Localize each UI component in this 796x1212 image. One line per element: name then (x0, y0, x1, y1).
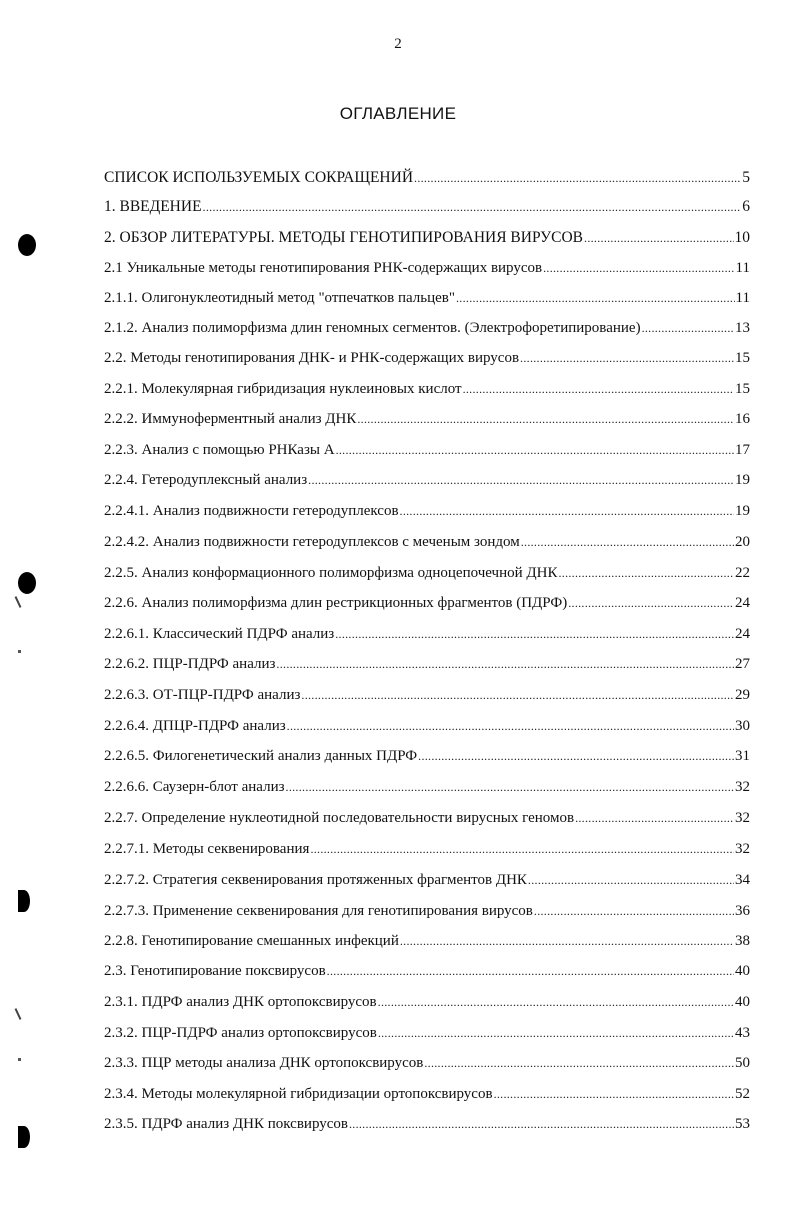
toc-entry-page: 24 (735, 595, 750, 611)
toc-entry-page: 19 (735, 503, 750, 519)
toc-entry[interactable] (104, 622, 750, 646)
toc-entry[interactable] (104, 530, 750, 554)
toc-entry[interactable] (104, 195, 750, 219)
toc-entry-label: 2. ОБЗОР ЛИТЕРАТУРЫ. МЕТОДЫ ГЕНОТИПИРОВАНИЯ ВИРУСОВ (104, 229, 584, 246)
leader-dots (336, 438, 734, 462)
toc-entry-label: 2.2.6.5. Филогенетический анализ данных ПДРФ (104, 748, 418, 764)
toc-entry-label: 2.3. Генотипирование поксвирусов (104, 963, 326, 979)
toc-entry[interactable] (104, 1021, 750, 1045)
leader-dots (301, 683, 734, 707)
toc-entry-label: 2.2.3. Анализ с помощью РНКазы А (104, 442, 335, 458)
toc-entry[interactable] (104, 929, 750, 953)
page-title: ОГЛАВЛЕНИЕ (339, 104, 457, 123)
toc-entry[interactable] (104, 714, 750, 738)
leader-dots (414, 166, 741, 190)
scan-mark (18, 650, 21, 653)
leader-dots (642, 316, 734, 340)
toc-entry[interactable] (104, 1082, 750, 1106)
leader-dots (520, 346, 734, 370)
toc-entry[interactable] (104, 316, 750, 340)
binding-hole (18, 890, 30, 912)
toc-entry-label: 2.2.5. Анализ конформационного полиморфизма одноцепочечной ДНК (104, 565, 558, 581)
toc-entry-page: 11 (735, 260, 750, 276)
toc-entry-page: 13 (735, 320, 750, 336)
toc-entry[interactable] (104, 837, 750, 861)
toc-entry[interactable] (104, 899, 750, 923)
toc-entry[interactable] (104, 806, 750, 830)
table-of-contents (104, 0, 750, 1212)
toc-entry[interactable] (104, 1051, 750, 1075)
toc-entry[interactable] (104, 959, 750, 983)
scan-mark (15, 1008, 22, 1020)
toc-entry-page: 15 (735, 350, 750, 366)
leader-dots (308, 468, 734, 492)
toc-entry-label: 2.2.6.6. Саузерн-блот анализ (104, 779, 285, 795)
toc-entry-page: 16 (735, 411, 750, 427)
leader-dots (424, 1051, 734, 1075)
toc-entry[interactable] (104, 775, 750, 799)
toc-entry[interactable] (104, 286, 750, 310)
toc-entry[interactable] (104, 683, 750, 707)
leader-dots (418, 744, 734, 768)
toc-entry-label: 2.2.7.1. Методы секвенирования (104, 841, 310, 857)
toc-entry[interactable] (104, 346, 750, 370)
toc-entry-label: СПИСОК ИСПОЛЬЗУЕМЫХ СОКРАЩЕНИЙ (104, 169, 414, 186)
toc-entry-label: 2.1 Уникальные методы генотипирования РНК-содержащих вирусов (104, 260, 543, 276)
toc-entry[interactable] (104, 591, 750, 615)
toc-entry-label: 2.2.7. Определение нуклеотидной последовательности вирусных геномов (104, 810, 575, 826)
leader-dots (349, 1112, 734, 1136)
toc-entry-page: 17 (735, 442, 750, 458)
leader-dots (568, 591, 734, 615)
leader-dots (456, 286, 735, 310)
binding-hole (18, 234, 36, 256)
toc-entry-page: 32 (735, 810, 750, 826)
scan-mark (15, 596, 22, 608)
leader-dots (558, 561, 734, 585)
toc-entry-label: 2.2.2. Иммуноферментный анализ ДНК (104, 411, 357, 427)
leader-dots (584, 226, 733, 250)
leader-dots (521, 530, 734, 554)
leader-dots (575, 806, 734, 830)
toc-entry-page: 50 (735, 1055, 750, 1071)
toc-entry[interactable] (104, 499, 750, 523)
toc-entry[interactable] (104, 166, 750, 190)
toc-entry-label: 2.2.1. Молекулярная гибридизация нуклеиновых кислот (104, 381, 462, 397)
leader-dots (400, 929, 734, 953)
toc-entry[interactable] (104, 407, 750, 431)
toc-entry-page: 27 (735, 656, 750, 672)
toc-entry-label: 2.2.6.2. ПЦР-ПДРФ анализ (104, 656, 276, 672)
leader-dots (357, 407, 734, 431)
toc-entry-page: 24 (735, 626, 750, 642)
toc-entry-page: 10 (734, 229, 750, 246)
toc-entry-label: 2.1.1. Олигонуклеотидный метод "отпечатков пальцев" (104, 290, 455, 306)
toc-entry-page: 38 (735, 933, 750, 949)
toc-entry-label: 2.2.4.1. Анализ подвижности гетеродуплексов (104, 503, 399, 519)
leader-dots (378, 990, 734, 1014)
toc-entry-page: 53 (735, 1116, 750, 1132)
page-number: 2 (394, 36, 402, 52)
toc-entry-page: 43 (735, 1025, 750, 1041)
leader-dots (494, 1082, 734, 1106)
toc-entry-page: 31 (735, 748, 750, 764)
leader-dots (327, 959, 734, 983)
leader-dots (378, 1021, 734, 1045)
toc-entry-page: 30 (735, 718, 750, 734)
toc-entry-page: 52 (735, 1086, 750, 1102)
toc-entry-page: 15 (735, 381, 750, 397)
toc-entry-label: 2.1.2. Анализ полиморфизма длин геномных сегментов. (Электрофоретипирование) (104, 320, 641, 336)
toc-entry[interactable] (104, 438, 750, 462)
toc-entry-label: 2.2.6.1. Классический ПДРФ анализ (104, 626, 335, 642)
toc-entry-page: 34 (735, 872, 750, 888)
binding-hole (18, 572, 36, 594)
leader-dots (534, 899, 734, 923)
leader-dots (528, 868, 734, 892)
leader-dots (463, 377, 734, 401)
toc-entry-label: 2.2.4. Гетеродуплексный анализ (104, 472, 308, 488)
toc-entry-page: 40 (735, 994, 750, 1010)
leader-dots (203, 195, 742, 219)
toc-entry[interactable] (104, 256, 750, 280)
toc-entry-page: 6 (742, 198, 750, 215)
leader-dots (286, 775, 734, 799)
leader-dots (276, 652, 734, 676)
toc-entry-label: 2.3.3. ПЦР методы анализа ДНК ортопоксвирусов (104, 1055, 424, 1071)
toc-entry-label: 2.2.8. Генотипирование смешанных инфекций (104, 933, 399, 949)
toc-entry-page: 32 (735, 841, 750, 857)
toc-entry-page: 11 (735, 290, 750, 306)
toc-entry-page: 40 (735, 963, 750, 979)
toc-entry-label: 1. ВВЕДЕНИЕ (104, 198, 202, 215)
toc-entry-label: 2.3.2. ПЦР-ПДРФ анализ ортопоксвирусов (104, 1025, 377, 1041)
toc-entry-label: 2.3.5. ПДРФ анализ ДНК поксвирусов (104, 1116, 348, 1132)
leader-dots (543, 256, 734, 280)
leader-dots (287, 714, 734, 738)
scan-mark (18, 1058, 21, 1061)
toc-entry-label: 2.2.7.3. Применение секвенирования для генотипирования вирусов (104, 903, 533, 919)
toc-entry-page: 19 (735, 472, 750, 488)
toc-entry-label: 2.2.7.2. Стратегия секвенирования протяженных фрагментов ДНК (104, 872, 527, 888)
toc-entry-page: 36 (735, 903, 750, 919)
toc-entry-page: 32 (735, 779, 750, 795)
toc-entry-page: 29 (735, 687, 750, 703)
toc-entry[interactable] (104, 226, 750, 250)
toc-entry[interactable] (104, 744, 750, 768)
binding-hole (18, 1126, 30, 1148)
toc-entry-label: 2.2.6.4. ДПЦР-ПДРФ анализ (104, 718, 286, 734)
toc-entry[interactable] (104, 990, 750, 1014)
toc-entry-label: 2.3.1. ПДРФ анализ ДНК ортопоксвирусов (104, 994, 377, 1010)
toc-entry-page: 20 (735, 534, 750, 550)
toc-entry[interactable] (104, 652, 750, 676)
leader-dots (310, 837, 734, 861)
toc-entry-label: 2.3.4. Методы молекулярной гибридизации ортопоксвирусов (104, 1086, 493, 1102)
toc-entry[interactable] (104, 868, 750, 892)
toc-entry[interactable] (104, 468, 750, 492)
toc-entry[interactable] (104, 561, 750, 585)
toc-entry-page: 22 (735, 565, 750, 581)
toc-entry-label: 2.2.6. Анализ полиморфизма длин рестрикционных фрагментов (ПДРФ) (104, 595, 568, 611)
toc-entry-label: 2.2.6.3. ОТ-ПЦР-ПДРФ анализ (104, 687, 301, 703)
toc-entry[interactable] (104, 1112, 750, 1136)
toc-entry-label: 2.2. Методы генотипирования ДНК- и РНК-содержащих вирусов (104, 350, 520, 366)
toc-entry[interactable] (104, 377, 750, 401)
toc-entry-label: 2.2.4.2. Анализ подвижности гетеродуплексов с меченым зондом (104, 534, 520, 550)
leader-dots (400, 499, 734, 523)
leader-dots (335, 622, 734, 646)
toc-entry-page: 5 (742, 169, 750, 186)
